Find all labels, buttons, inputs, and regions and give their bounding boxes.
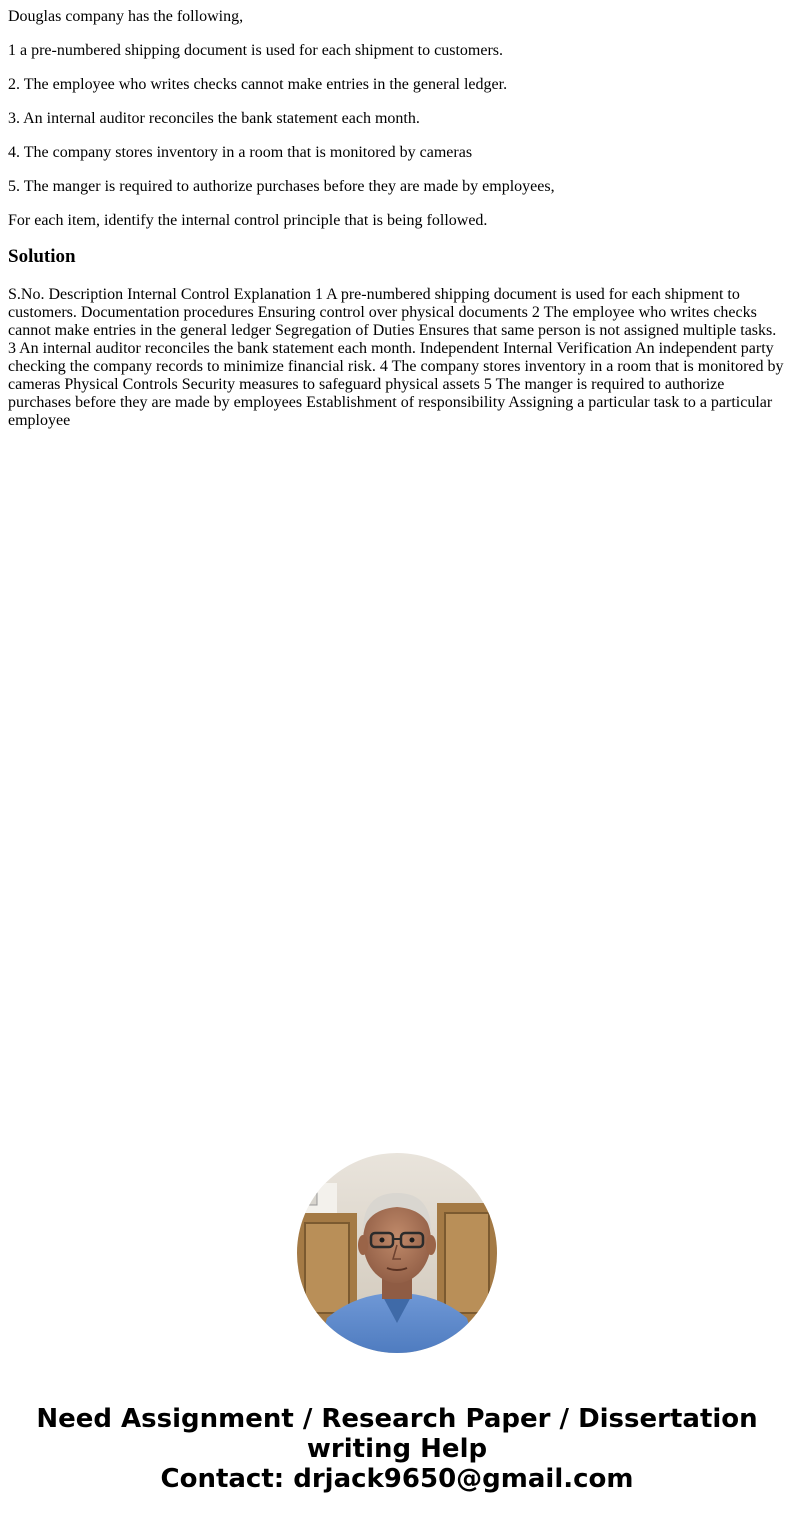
solution-heading: Solution bbox=[8, 246, 76, 267]
promo-contact: Contact: drjack9650@gmail.com bbox=[160, 1464, 634, 1494]
promo-banner bbox=[0, 1404, 794, 1494]
solution-text: S.No. Description Internal Control Explanation 1 A pre-numbered shipping document is used for each shipment to customers. Documentation procedures Ensuring control over physical documents 2 The employee who writes checks cannot make entries in the general ledger Segregation of Duties Ensures that same person is not assigned multiple tasks. 3 An internal auditor reconciles the bank statement each month. Independent Internal Verification An independent party checking the company records to minimize financial risk. 4 The company stores inventory in a room that is monitored by cameras Physical Controls Security measures to safeguard physical assets 5 The manger is required to authorize purchases before they are made by employees Establishment of responsibility Assigning a particular task to a particular employee bbox=[8, 286, 784, 429]
question-instruction: For each item, identify the internal control principle that is being followed. bbox=[8, 212, 488, 229]
question-item-1: 1 a pre-numbered shipping document is used for each shipment to customers. bbox=[8, 42, 503, 59]
question-item-3: 3. An internal auditor reconciles the bank statement each month. bbox=[8, 110, 420, 127]
promo-line-1: Need Assignment / Research Paper / Dissertation bbox=[36, 1404, 758, 1434]
question-item-5: 5. The manger is required to authorize purchases before they are made by employees, bbox=[8, 178, 555, 195]
document-body bbox=[8, 8, 786, 446]
question-item-4: 4. The company stores inventory in a room that is monitored by cameras bbox=[8, 144, 473, 161]
question-item-2: 2. The employee who writes checks cannot make entries in the general ledger. bbox=[8, 76, 508, 93]
question-intro: Douglas company has the following, bbox=[8, 8, 244, 25]
author-avatar bbox=[297, 1153, 497, 1353]
promo-line-2: writing Help bbox=[306, 1434, 488, 1464]
